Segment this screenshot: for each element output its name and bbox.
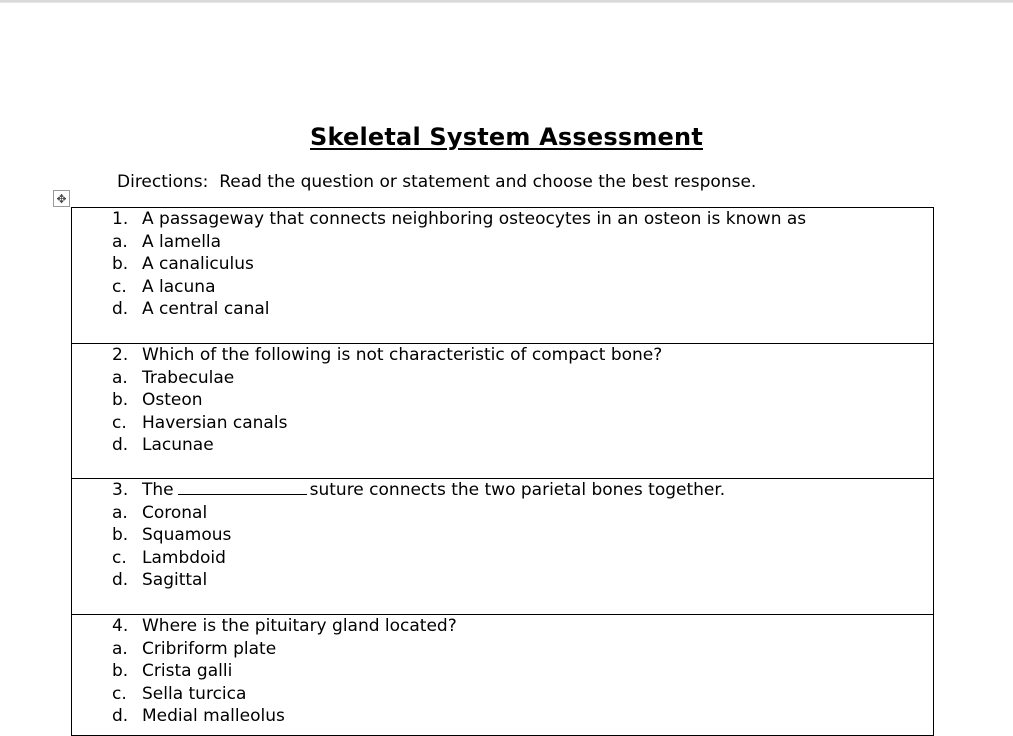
table-move-handle-icon[interactable]: ✥ bbox=[53, 190, 70, 207]
option-letter: c. bbox=[112, 683, 127, 704]
answer-option bbox=[72, 231, 933, 254]
answer-option bbox=[72, 660, 933, 683]
question-text-after-blank: suture connects the two parietal bones together. bbox=[309, 480, 726, 500]
option-letter: b. bbox=[112, 390, 129, 410]
option-letter: b. bbox=[112, 254, 129, 274]
answer-option bbox=[72, 367, 933, 390]
question-stem bbox=[72, 615, 933, 638]
question-number: 3. bbox=[112, 480, 129, 500]
option-text: Coronal bbox=[142, 502, 208, 523]
option-letter: a. bbox=[112, 502, 128, 523]
question-text bbox=[142, 479, 725, 502]
option-letter: c. bbox=[112, 412, 127, 433]
question-number: 1. bbox=[112, 209, 129, 229]
question-stem bbox=[72, 208, 933, 231]
option-letter: a. bbox=[112, 638, 128, 659]
question-text-before-blank: The bbox=[142, 480, 174, 500]
option-text: Sella turcica bbox=[142, 683, 247, 704]
option-letter: d. bbox=[112, 706, 129, 726]
answer-option bbox=[72, 253, 933, 276]
option-text: Osteon bbox=[142, 390, 203, 410]
question-number: 2. bbox=[112, 345, 129, 365]
option-letter: c. bbox=[112, 276, 127, 297]
option-text: Squamous bbox=[142, 525, 232, 545]
option-text: Crista galli bbox=[142, 661, 233, 681]
question-cell[interactable] bbox=[72, 344, 934, 479]
question-row bbox=[72, 208, 934, 344]
answer-option bbox=[72, 298, 933, 321]
fill-in-blank bbox=[178, 480, 307, 495]
question-cell[interactable] bbox=[72, 615, 934, 736]
option-text: A lamella bbox=[142, 231, 222, 252]
answer-option bbox=[72, 412, 933, 435]
answer-option bbox=[72, 683, 933, 706]
option-text: Haversian canals bbox=[142, 412, 288, 433]
question-row bbox=[72, 479, 934, 615]
answer-option bbox=[72, 547, 933, 570]
answer-option bbox=[72, 705, 933, 728]
option-letter: a. bbox=[112, 231, 128, 252]
question-text: A passageway that connects neighboring osteocytes in an osteon is known as bbox=[142, 209, 807, 229]
page-title: Skeletal System Assessment bbox=[310, 123, 703, 151]
option-letter: b. bbox=[112, 661, 129, 681]
question-text: Where is the pituitary gland located? bbox=[142, 616, 457, 636]
answer-option bbox=[72, 638, 933, 661]
option-letter: c. bbox=[112, 547, 127, 568]
question-row bbox=[72, 344, 934, 479]
option-letter: a. bbox=[112, 367, 128, 388]
option-text: Medial malleolus bbox=[142, 706, 285, 726]
answer-option bbox=[72, 502, 933, 525]
option-text: Cribriform plate bbox=[142, 638, 277, 659]
question-stem bbox=[72, 344, 933, 367]
option-text: Lacunae bbox=[142, 435, 214, 455]
option-text: Trabeculae bbox=[142, 367, 235, 388]
option-text: Sagittal bbox=[142, 570, 208, 590]
option-text: A lacuna bbox=[142, 276, 216, 297]
directions-text: Directions: Read the question or statement and choose the best response. bbox=[117, 172, 757, 192]
question-table bbox=[71, 207, 934, 736]
option-letter: d. bbox=[112, 435, 129, 455]
answer-option bbox=[72, 389, 933, 412]
option-letter: b. bbox=[112, 525, 129, 545]
option-letter: d. bbox=[112, 570, 129, 590]
question-cell[interactable] bbox=[72, 479, 934, 615]
question-stem bbox=[72, 479, 933, 502]
answer-option bbox=[72, 276, 933, 299]
question-cell[interactable] bbox=[72, 208, 934, 344]
answer-option bbox=[72, 569, 933, 592]
option-letter: d. bbox=[112, 299, 129, 319]
question-row bbox=[72, 615, 934, 736]
answer-option bbox=[72, 434, 933, 457]
answer-option bbox=[72, 524, 933, 547]
question-text: Which of the following is not characteristic of compact bone? bbox=[142, 345, 663, 365]
option-text: Lambdoid bbox=[142, 547, 226, 568]
question-number: 4. bbox=[112, 616, 129, 636]
top-border bbox=[0, 0, 1013, 3]
option-text: A central canal bbox=[142, 299, 270, 319]
option-text: A canaliculus bbox=[142, 254, 254, 274]
